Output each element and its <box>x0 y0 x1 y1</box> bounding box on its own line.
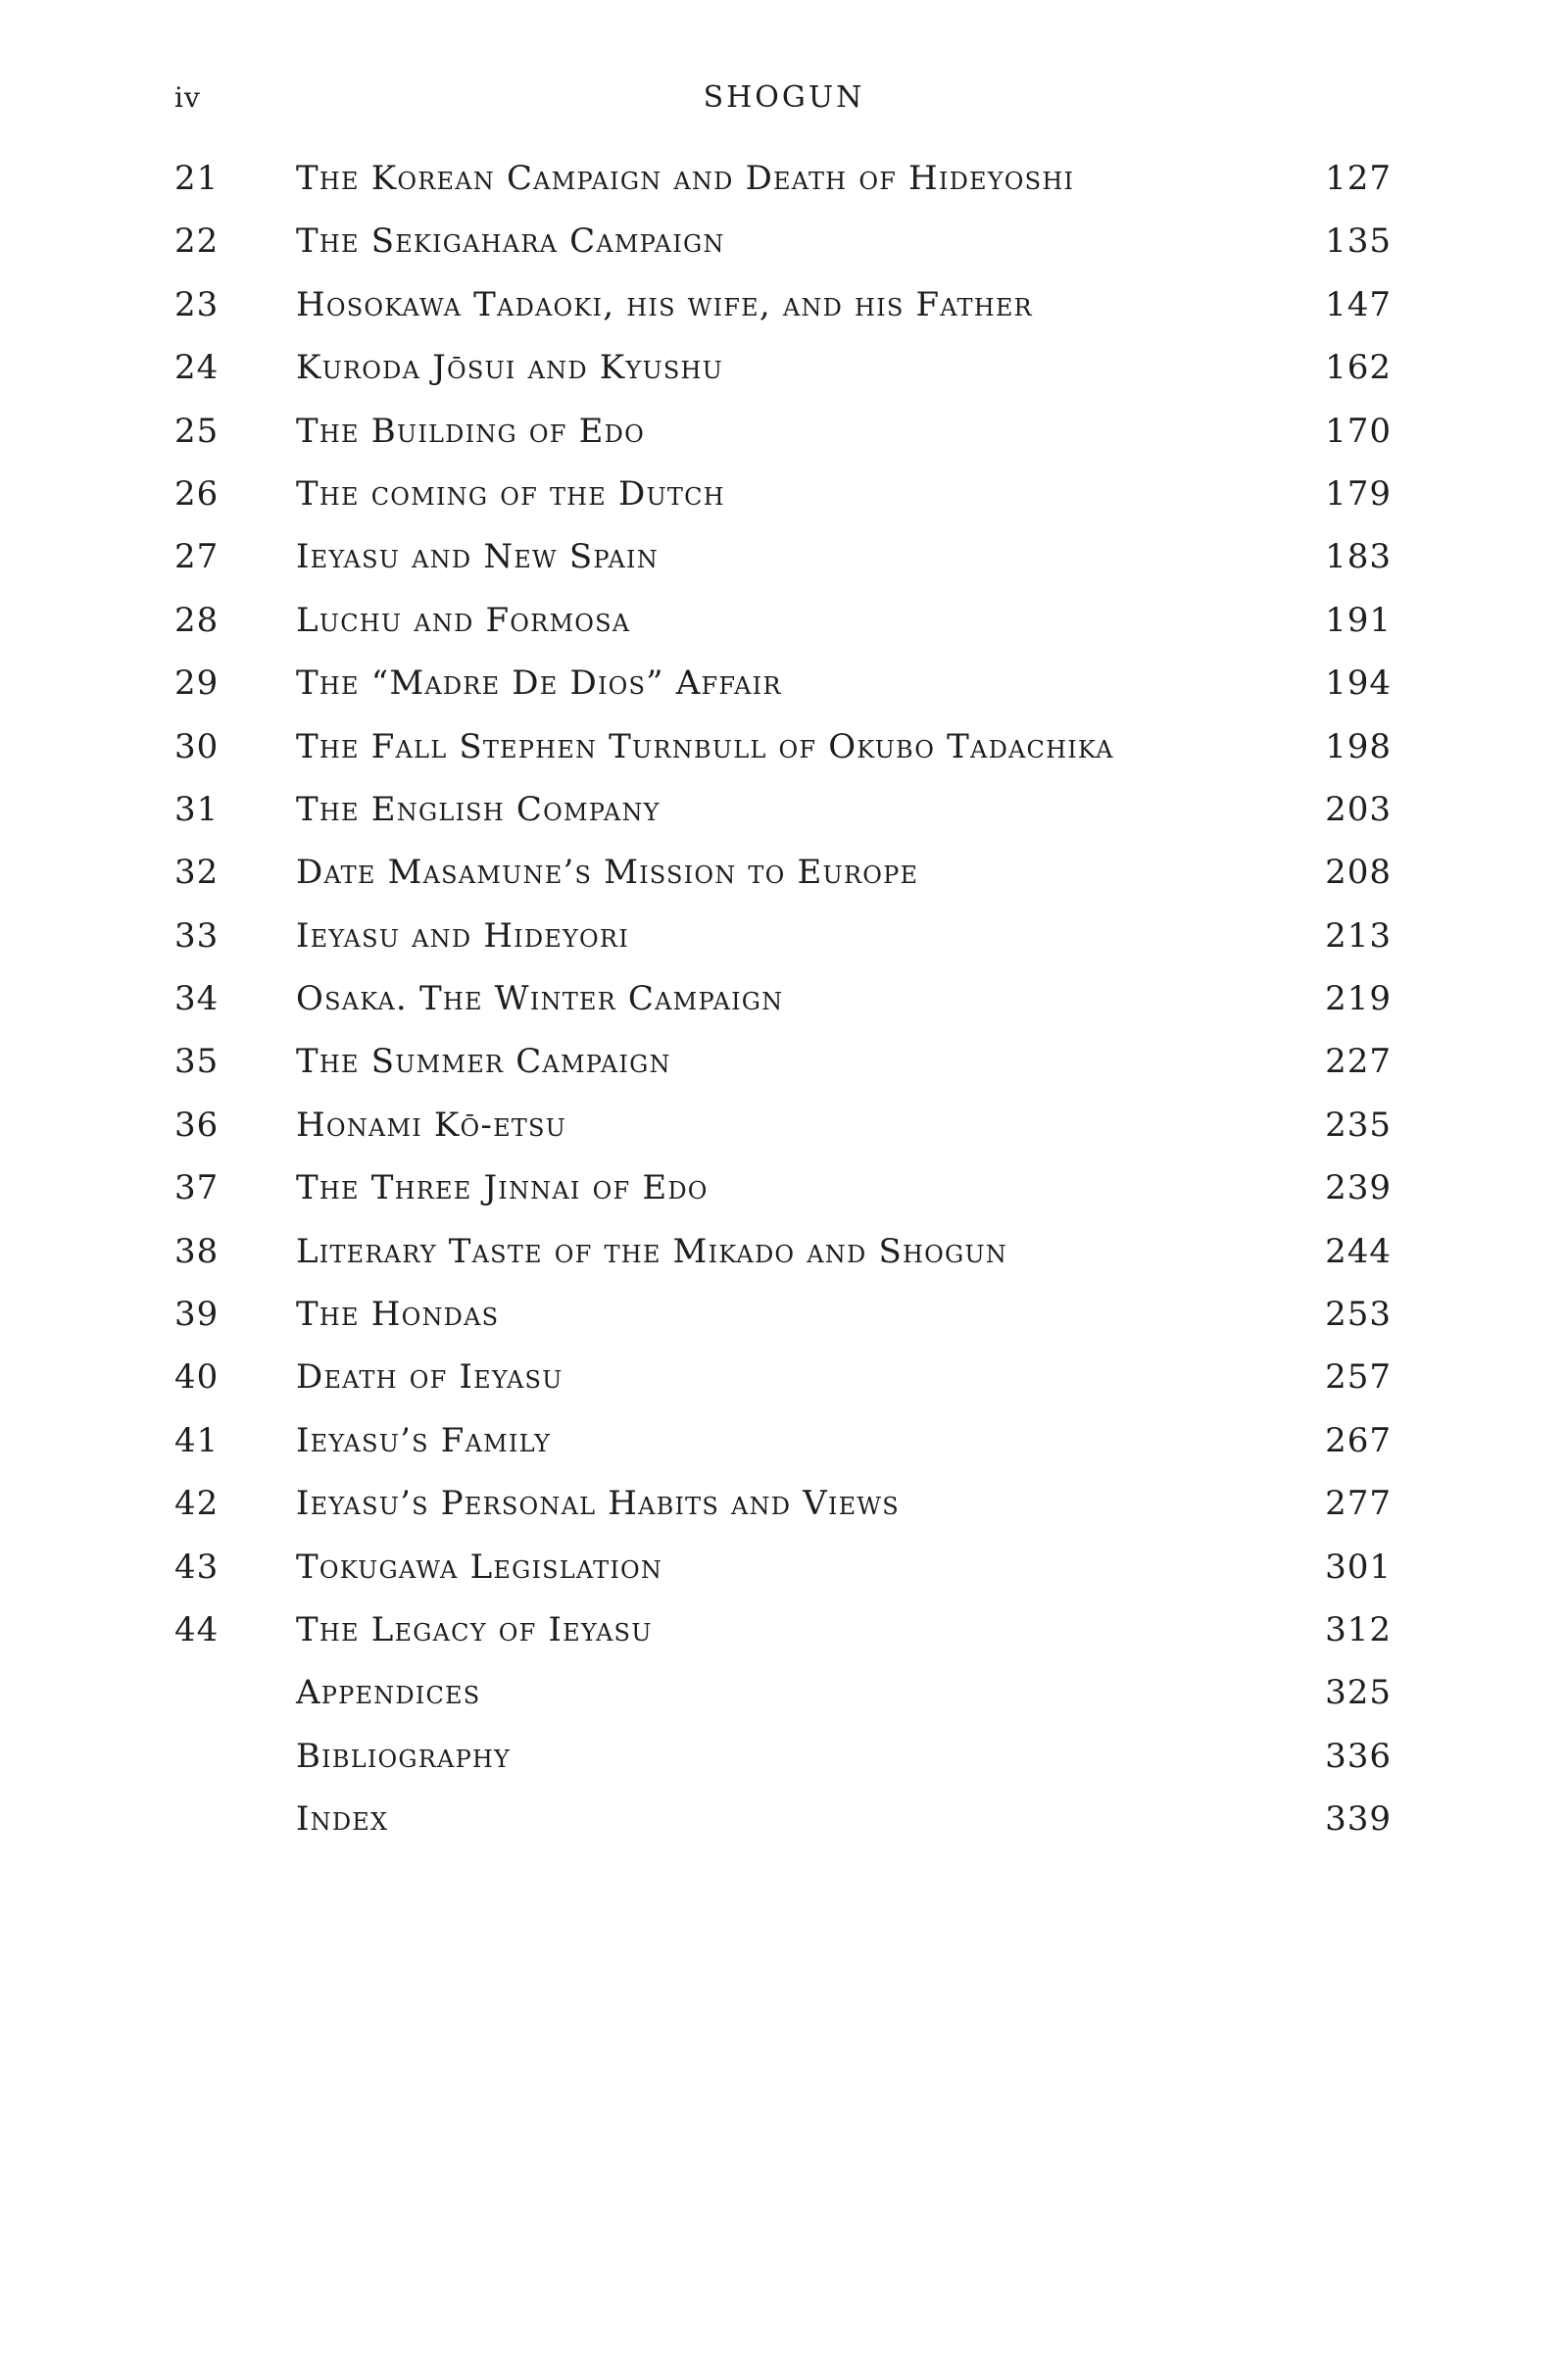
chapter-title: Kuroda Jōsui and Kyushu <box>296 348 724 388</box>
chapter-number: 34 <box>174 979 220 1019</box>
chapter-number: 43 <box>174 1547 220 1587</box>
toc-entry <box>0 336 1568 399</box>
chapter-page-number: 162 <box>1325 348 1392 388</box>
chapter-page-number: 267 <box>1325 1420 1392 1460</box>
chapter-page-number: 194 <box>1325 664 1392 704</box>
chapter-number: 26 <box>174 473 220 514</box>
toc-entry <box>0 1536 1568 1599</box>
chapter-title: Bibliography <box>296 1736 512 1776</box>
toc-entry <box>0 147 1568 210</box>
chapter-title: Ieyasu and New Spain <box>296 537 659 577</box>
chapter-title: Index <box>296 1799 389 1840</box>
chapter-page-number: 183 <box>1325 537 1392 577</box>
toc-entry <box>0 841 1568 904</box>
chapter-number: 28 <box>174 600 220 640</box>
chapter-page-number: 325 <box>1325 1673 1392 1713</box>
running-head-title: SHOGUN <box>703 80 865 115</box>
chapter-number: 35 <box>174 1042 220 1082</box>
chapter-page-number: 198 <box>1325 726 1392 766</box>
chapter-page-number: 239 <box>1325 1168 1392 1208</box>
chapter-page-number: 301 <box>1325 1547 1392 1587</box>
chapter-title: The English Company <box>296 789 661 829</box>
toc-entry <box>0 1156 1568 1219</box>
chapter-number: 21 <box>174 159 220 198</box>
chapter-number: 22 <box>174 221 220 262</box>
chapter-page-number: 213 <box>1325 915 1392 956</box>
chapter-number: 44 <box>174 1609 220 1649</box>
chapter-page-number: 336 <box>1325 1736 1392 1776</box>
chapter-title: Literary Taste of the Mikado and Shogun <box>296 1231 1007 1271</box>
chapter-title: Date Masamune’s Mission to Europe <box>296 853 919 893</box>
chapter-number: 31 <box>174 789 220 829</box>
chapter-number: 32 <box>174 853 220 893</box>
chapter-title: The Korean Campaign and Death of Hideyoshi <box>296 159 1075 198</box>
chapter-page-number: 277 <box>1325 1484 1392 1524</box>
toc-entry <box>0 1472 1568 1535</box>
chapter-page-number: 191 <box>1325 600 1392 640</box>
chapter-number: 36 <box>174 1105 220 1145</box>
chapter-page-number: 227 <box>1325 1042 1392 1082</box>
toc-entry-backmatter <box>0 1788 1568 1850</box>
chapter-title: The Building of Edo <box>296 411 645 451</box>
chapter-number: 33 <box>174 915 220 956</box>
chapter-title: Appendices <box>296 1673 481 1713</box>
toc-entry <box>0 652 1568 714</box>
chapter-title: The “Madre De Dios” Affair <box>296 664 782 704</box>
chapter-page-number: 203 <box>1325 789 1392 829</box>
chapter-title: Osaka. The Winter Campaign <box>296 979 784 1019</box>
chapter-title: The Hondas <box>296 1295 500 1335</box>
chapter-title: The Legacy of Ieyasu <box>296 1609 653 1649</box>
toc-entry <box>0 525 1568 588</box>
chapter-title: Ieyasu’s Family <box>296 1420 552 1460</box>
toc-entry <box>0 210 1568 272</box>
toc-entry <box>0 463 1568 525</box>
chapter-title: The Sekigahara Campaign <box>296 221 725 262</box>
chapter-title: Hosokawa Tadaoki, his wife, and his Father <box>296 284 1033 324</box>
chapter-number: 39 <box>174 1295 220 1335</box>
chapter-title: Death of Ieyasu <box>296 1357 564 1398</box>
chapter-page-number: 244 <box>1325 1231 1392 1271</box>
toc-entry <box>0 967 1568 1030</box>
chapter-page-number: 170 <box>1325 411 1392 451</box>
chapter-number: 38 <box>174 1231 220 1271</box>
toc-entry <box>0 715 1568 778</box>
toc-entry <box>0 1030 1568 1093</box>
chapter-number: 40 <box>174 1357 220 1398</box>
chapter-page-number: 127 <box>1325 159 1392 198</box>
chapter-number: 27 <box>174 537 220 577</box>
chapter-page-number: 147 <box>1325 284 1392 324</box>
chapter-page-number: 257 <box>1325 1357 1392 1398</box>
toc-entry <box>0 1409 1568 1472</box>
chapter-number: 37 <box>174 1168 220 1208</box>
chapter-title: Honami Kō-etsu <box>296 1105 567 1145</box>
chapter-title: Ieyasu and Hideyori <box>296 915 629 956</box>
chapter-number: 29 <box>174 664 220 704</box>
chapter-title: The Fall Stephen Turnbull of Okubo Tadachika <box>296 726 1114 766</box>
chapter-title: The coming of the Dutch <box>296 473 725 514</box>
toc-entry <box>0 589 1568 652</box>
chapter-number: 25 <box>174 411 220 451</box>
chapter-page-number: 219 <box>1325 979 1392 1019</box>
chapter-page-number: 312 <box>1325 1609 1392 1649</box>
chapter-number: 42 <box>174 1484 220 1524</box>
chapter-number: 30 <box>174 726 220 766</box>
chapter-title: Ieyasu’s Personal Habits and Views <box>296 1484 900 1524</box>
chapter-page-number: 253 <box>1325 1295 1392 1335</box>
toc-entry <box>0 1346 1568 1408</box>
toc-entry <box>0 273 1568 336</box>
chapter-number: 24 <box>174 348 220 388</box>
toc-entry-backmatter <box>0 1725 1568 1788</box>
chapter-page-number: 208 <box>1325 853 1392 893</box>
chapter-number: 23 <box>174 284 220 324</box>
chapter-number: 41 <box>174 1420 220 1460</box>
chapter-title: Luchu and Formosa <box>296 600 631 640</box>
chapter-page-number: 135 <box>1325 221 1392 262</box>
chapter-title: The Summer Campaign <box>296 1042 671 1082</box>
toc-entry <box>0 1283 1568 1346</box>
chapter-title: Tokugawa Legislation <box>296 1547 663 1587</box>
toc-entry <box>0 778 1568 841</box>
chapter-page-number: 339 <box>1325 1799 1392 1840</box>
folio-page-number: iv <box>174 81 201 114</box>
toc-entry <box>0 400 1568 463</box>
toc-entry <box>0 1220 1568 1283</box>
toc-entry <box>0 1599 1568 1661</box>
chapter-title: The Three Jinnai of Edo <box>296 1168 709 1208</box>
chapter-page-number: 235 <box>1325 1105 1392 1145</box>
chapter-page-number: 179 <box>1325 473 1392 514</box>
toc-entry-backmatter <box>0 1661 1568 1724</box>
toc-entry <box>0 1094 1568 1156</box>
page-header <box>0 78 1568 118</box>
table-of-contents <box>0 147 1568 1851</box>
toc-entry <box>0 905 1568 967</box>
